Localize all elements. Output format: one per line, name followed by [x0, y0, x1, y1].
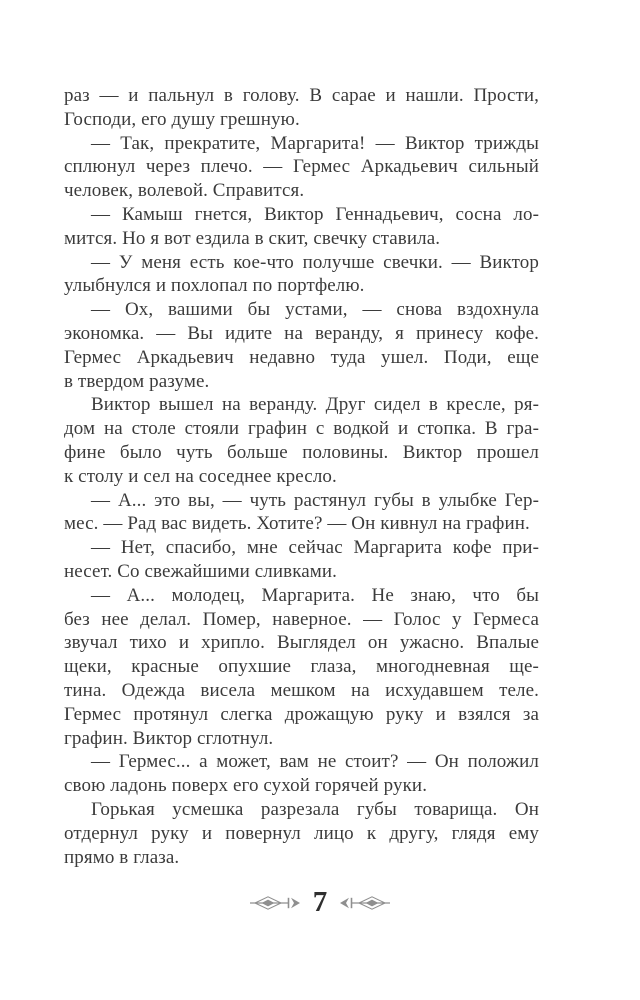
text-line: к столу и сел на соседнее кресло. — [64, 465, 337, 487]
text-line: сплюнул через плечо. — Гермес Аркадьевич сильный — [64, 156, 539, 178]
text-line: прямо в глаза. — [64, 846, 180, 868]
text-line: — Нет, спасибо, мне сейчас Маргарита кофе при- — [91, 537, 539, 559]
text-line: свою ладонь поверх его сухой горячей руки. — [64, 775, 428, 797]
text-line: экономка. — Вы идите на веранду, я принесу кофе. — [64, 322, 539, 344]
page-footer — [0, 888, 640, 917]
text-line: — Гермес... а может, вам не стоит? — Он положил — [91, 751, 539, 773]
text-line: щеки, красные опухшие глаза, многодневная ще- — [64, 656, 539, 678]
text-line: Горькая усмешка разрезала губы товарища. Он — [91, 798, 539, 820]
text-line: — А... молодец, Маргарита. Не знаю, что бы — [91, 584, 539, 606]
page-number: 7 — [312, 886, 328, 918]
text-line: — Ох, вашими бы устами, — снова вздохнула — [91, 299, 539, 321]
text-line: дом на столе стояли графин с водкой и стопка. В гра- — [64, 418, 539, 440]
text-line: — А... это вы, — чуть растянул губы в улыбке Гер- — [91, 489, 539, 511]
text-line: — Так, прекратите, Маргарита! — Виктор трижды — [91, 132, 539, 154]
paragraph — [64, 251, 539, 299]
text-line: фине было чуть больше половины. Виктор прошел — [64, 441, 539, 463]
text-line: тина. Одежда висела мешком на исхудавшем теле. — [64, 679, 539, 701]
text-line: мес. — Рад вас видеть. Хотите? — Он кивнул на графин. — [64, 513, 530, 535]
paragraph — [64, 536, 539, 584]
text-line: без нее делал. Помер, наверное. — Голос у Гермеса — [64, 608, 539, 630]
text-line: — Камыш гнется, Виктор Геннадьевич, сосна ло- — [91, 203, 539, 225]
text-line: Гермес Аркадьевич недавно туда ушел. Поди, еще — [64, 346, 539, 368]
paragraph — [64, 298, 539, 393]
text-line: отдернул руку и повернул лицо к другу, глядя ему — [64, 822, 539, 844]
text-line: раз — и пальнул в голову. В сарае и нашли. Прости, — [64, 85, 539, 106]
text-line: несет. Со свежайшими сливками. — [64, 560, 338, 582]
text-line: — У меня есть кое-что получше свечки. — Виктор — [91, 251, 539, 273]
text-block — [64, 84, 539, 869]
paragraph — [64, 750, 539, 798]
diamond-arrow-left-icon — [339, 894, 391, 912]
paragraph — [64, 798, 539, 869]
paragraph — [64, 203, 539, 251]
paragraph — [64, 132, 539, 203]
text-line: в твердом разуме. — [64, 370, 210, 392]
text-line: Господи, его душу грешную. — [64, 108, 300, 130]
paragraph — [64, 489, 539, 537]
diamond-arrow-right-icon — [249, 894, 301, 912]
text-line: графин. Виктор сглотнул. — [64, 727, 274, 749]
text-line: Виктор вышел на веранду. Друг сидел в кресле, ря- — [91, 394, 539, 416]
text-line: улыбнулся и похлопал по портфелю. — [64, 275, 365, 297]
paragraph — [64, 84, 539, 132]
text-line: звучал тихо и хрипло. Выглядел он ужасно. Впалые — [64, 632, 539, 654]
text-line: человек, волевой. Справится. — [64, 180, 305, 202]
text-line: мится. Но я вот ездила в скит, свечку ставила. — [64, 227, 441, 249]
text-line: Гермес протянул слегка дрожащую руку и взялся за — [64, 703, 539, 725]
paragraph — [64, 584, 539, 751]
paragraph — [64, 393, 539, 488]
